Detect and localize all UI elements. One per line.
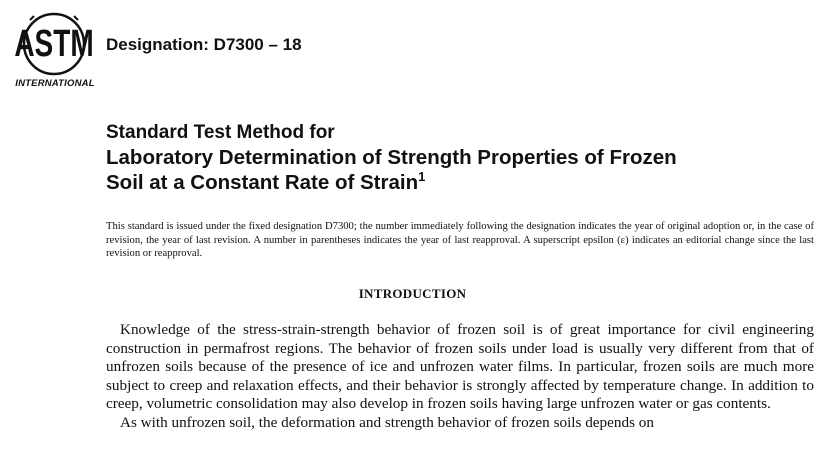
document-title	[106, 120, 806, 195]
title-footnote-mark: 1	[418, 169, 426, 184]
introduction-paragraph: As with unfrozen soil, the deformation and strength behavior of frozen soils depends on	[120, 413, 654, 431]
designation: Designation: D7300 – 18	[106, 35, 302, 54]
title-line-2: Laboratory Determination of Strength Properties of Frozen	[106, 146, 677, 169]
astm-logo-word: ASTM	[14, 22, 94, 65]
title-line-3-text: Soil at a Constant Rate of Strain	[106, 171, 419, 194]
astm-logo	[10, 10, 100, 90]
title-line-3	[106, 170, 806, 195]
astm-international-label: INTERNATIONAL	[15, 78, 95, 89]
introduction-body	[106, 321, 814, 433]
introduction-heading: INTRODUCTION	[358, 286, 467, 301]
introduction-paragraph: Knowledge of the stress-strain-strength behavior of frozen soil is of great importance for civil engineering construction in permafrost regions. The behavior of frozen soils under load is usually very different from that of unfrozen soils because of the presence of ice and unfrozen water films. In particular, frozen soils are much more subject to creep and relaxation effects, and their behavior is strongly affected by temperature change. In addition to creep, volumetric consolidation may also develop in frozen soils having large unfrozen water or gas contents.	[106, 321, 814, 413]
astm-logo-icon	[10, 10, 100, 78]
title-line-1: Standard Test Method for	[106, 122, 335, 143]
issuance-note: This standard is issued under the fixed designation D7300; the number immediately following the designation indicates the year of original adoption or, in the case of revision, the year of last revision. A number in parentheses indicates the year of last reapproval. A superscript epsilon (ε) indicates an editorial change since the last revision or reapproval.	[106, 221, 814, 259]
